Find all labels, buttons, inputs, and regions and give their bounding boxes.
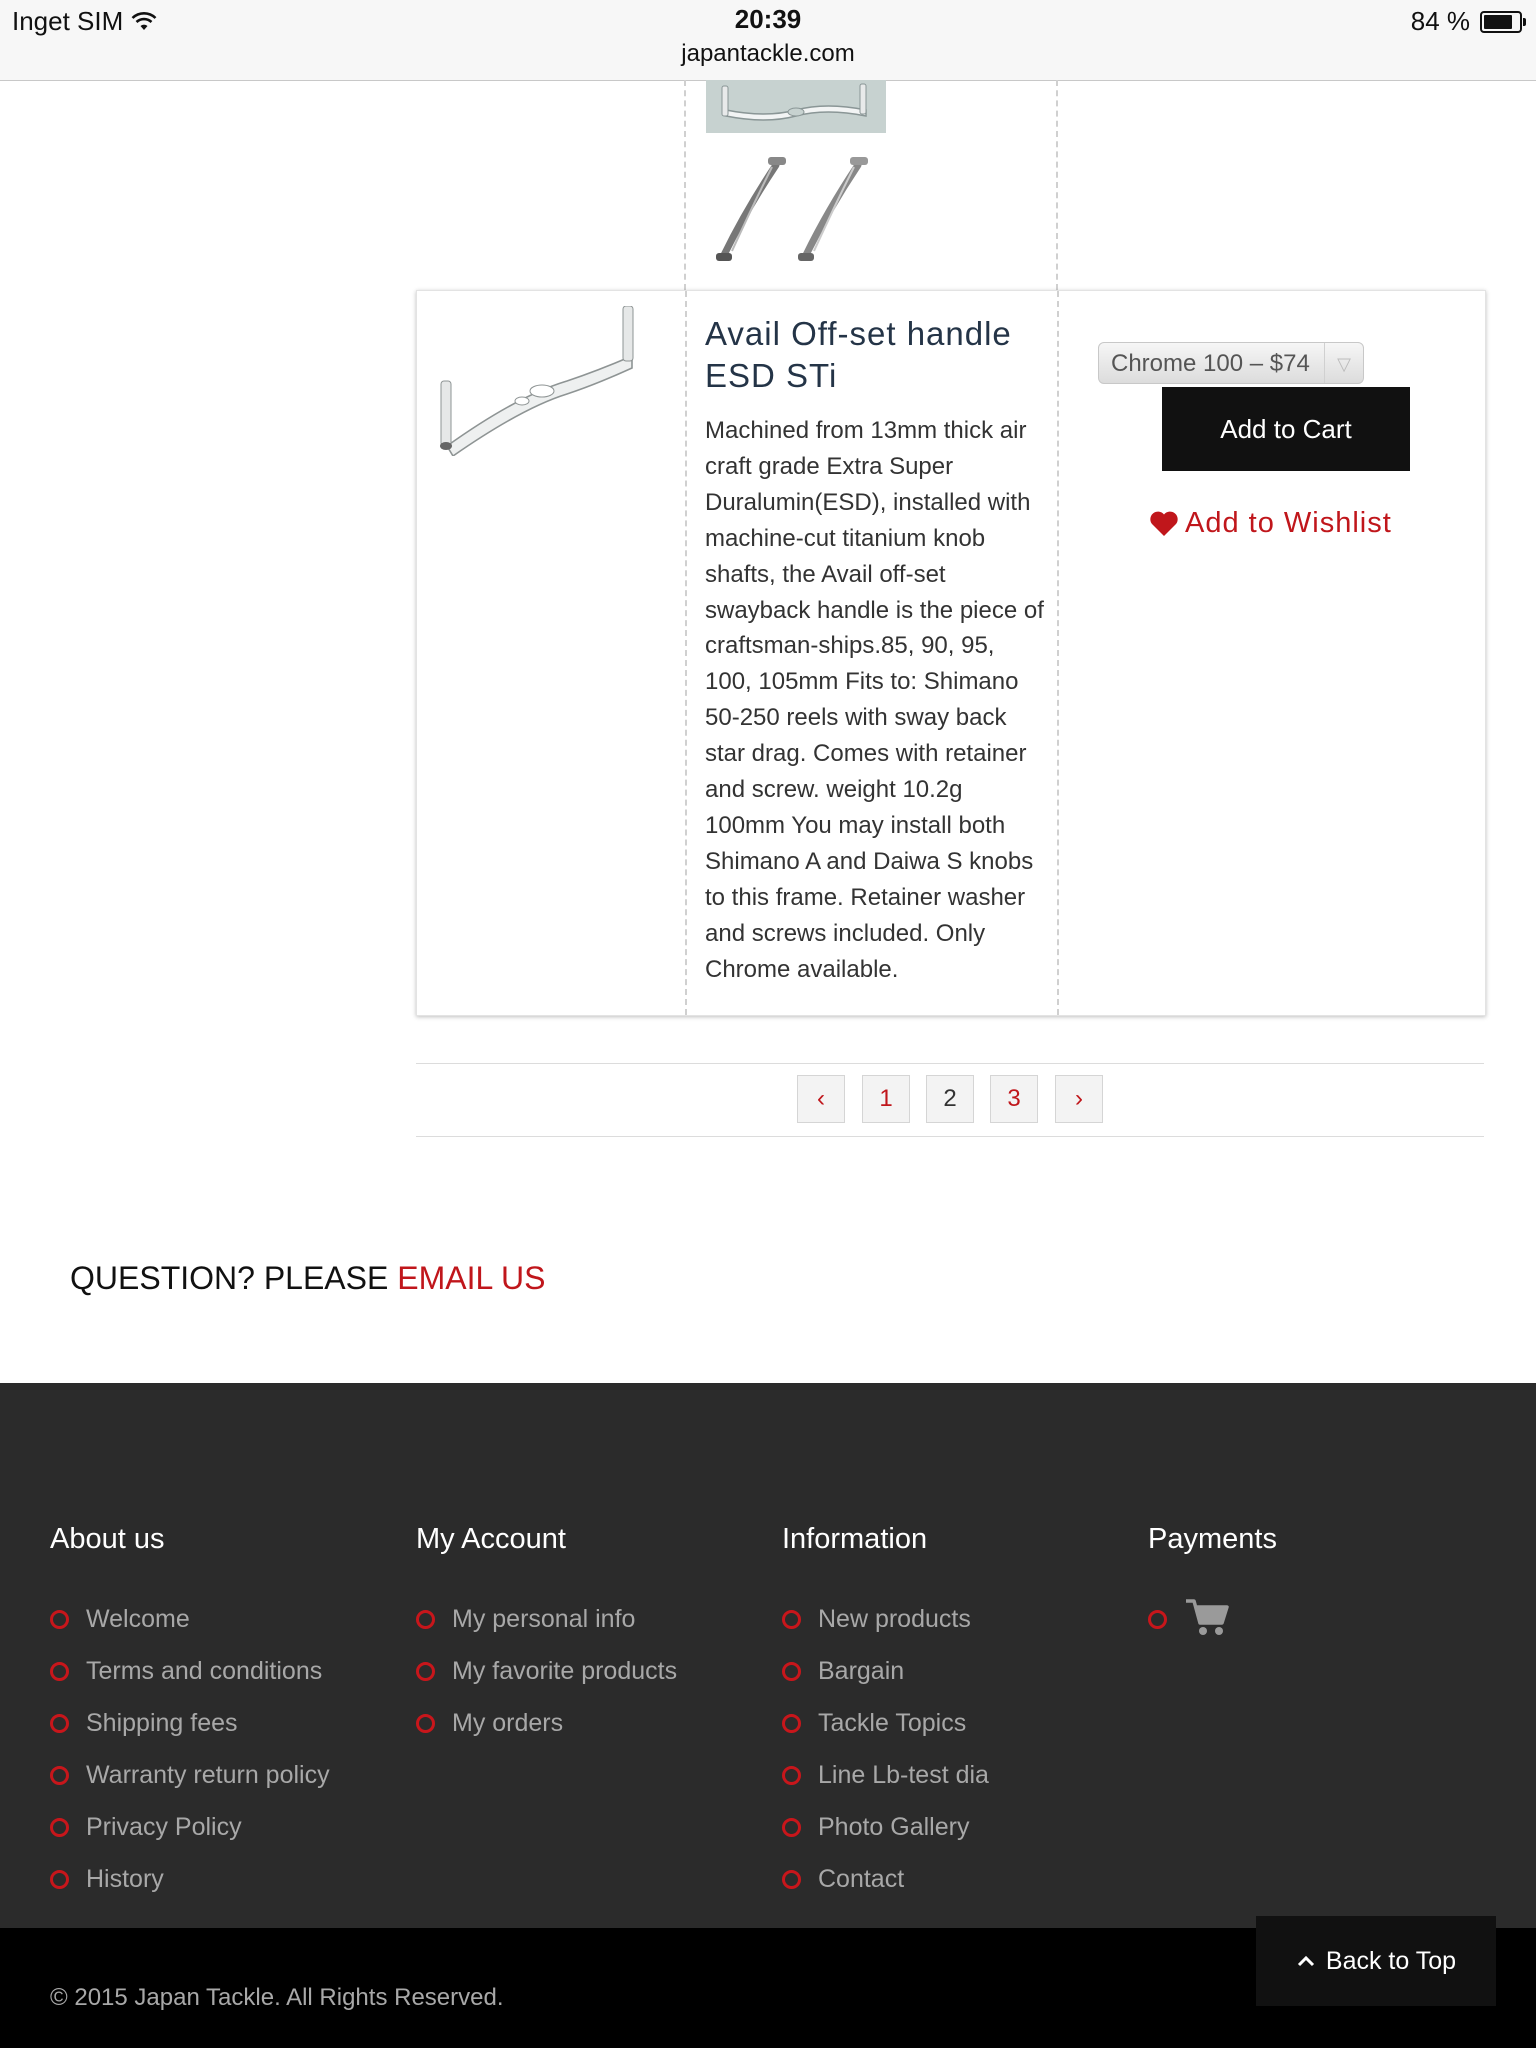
footer-about-column xyxy=(50,1523,330,1917)
circle-bullet-icon xyxy=(782,1870,801,1889)
product-thumbnail[interactable] xyxy=(706,155,876,265)
footer-link-bargain[interactable]: Bargain xyxy=(782,1657,989,1709)
column-divider xyxy=(1057,291,1059,1015)
footer-link-shipping[interactable]: Shipping fees xyxy=(50,1709,330,1761)
add-to-cart-button[interactable]: Add to Cart xyxy=(1162,387,1410,471)
footer xyxy=(0,1383,1536,1928)
footer-heading: About us xyxy=(50,1523,165,1555)
footer-payments-column xyxy=(1148,1523,1277,1657)
circle-bullet-icon xyxy=(782,1662,801,1681)
footer-link-welcome[interactable]: Welcome xyxy=(50,1605,330,1657)
heart-icon xyxy=(1149,510,1179,537)
footer-heading: My Account xyxy=(416,1523,566,1555)
product-row xyxy=(416,290,1486,1016)
product-image[interactable] xyxy=(427,306,637,456)
circle-bullet-icon xyxy=(50,1662,69,1681)
divider xyxy=(416,1063,1484,1064)
back-to-top-label: Back to Top xyxy=(1325,1946,1457,1975)
circle-bullet-icon xyxy=(782,1766,801,1785)
circle-bullet-icon xyxy=(416,1610,435,1629)
footer-link-tackle-topics[interactable]: Tackle Topics xyxy=(782,1709,989,1761)
footer-link-personal-info[interactable]: My personal info xyxy=(416,1605,677,1657)
circle-bullet-icon xyxy=(416,1714,435,1733)
circle-bullet-icon xyxy=(1148,1610,1167,1629)
footer-link-orders[interactable]: My orders xyxy=(416,1709,677,1761)
product-description: Machined from 13mm thick air craft grade Extra Super Duralumin(ESD), installed with machine-cut titanium knob shafts, the Avail off-set swayback handle is the piece of craftsman-ships.85, 90, 95, 100, 105mm Fits to: Shimano 50-250 reels with sway back star drag. Comes with retainer and screw. weight 10.2g 100mm You may install both Shimano A and Daiwa S knobs to this frame. Retainer washer and screws included. Only Chrome available. xyxy=(705,417,1044,983)
variant-selected-value: Chrome 100 – $74 xyxy=(1111,350,1310,377)
circle-bullet-icon xyxy=(50,1818,69,1837)
footer-link-privacy[interactable]: Privacy Policy xyxy=(50,1813,330,1865)
browser-status-bar xyxy=(0,0,1536,81)
address-bar-url[interactable]: japantackle.com xyxy=(681,40,855,67)
clock: 20:39 xyxy=(734,4,802,34)
pagination-prev-button[interactable]: ‹ xyxy=(797,1075,845,1123)
add-to-wishlist-link[interactable] xyxy=(1149,507,1392,540)
footer-link-new-products[interactable]: New products xyxy=(782,1605,989,1657)
column-divider xyxy=(684,80,686,290)
circle-bullet-icon xyxy=(50,1610,69,1629)
email-us-link[interactable]: EMAIL US xyxy=(397,1260,546,1296)
footer-account-column xyxy=(416,1523,677,1761)
battery-icon xyxy=(1480,11,1522,33)
chevron-up-icon xyxy=(1296,1954,1316,1968)
footer-link-line-test[interactable]: Line Lb-test dia xyxy=(782,1761,989,1813)
circle-bullet-icon xyxy=(50,1766,69,1785)
variant-select[interactable] xyxy=(1098,342,1364,384)
footer-heading: Information xyxy=(782,1523,928,1555)
footer-link-favorites[interactable]: My favorite products xyxy=(416,1657,677,1709)
question-text: QUESTION? PLEASE xyxy=(70,1260,389,1296)
column-divider xyxy=(1056,80,1058,290)
question-banner xyxy=(70,1260,545,1297)
circle-bullet-icon xyxy=(50,1714,69,1733)
footer-link-history[interactable]: History xyxy=(50,1865,330,1917)
column-divider xyxy=(685,291,687,1015)
carrier-label: Inget SIM xyxy=(12,6,124,36)
divider xyxy=(416,1136,1484,1137)
back-to-top-button[interactable] xyxy=(1256,1916,1496,2006)
footer-information-column xyxy=(782,1523,989,1917)
circle-bullet-icon xyxy=(782,1610,801,1629)
battery xyxy=(1411,6,1522,37)
circle-bullet-icon xyxy=(782,1714,801,1733)
copyright: © 2015 Japan Tackle. All Rights Reserved. xyxy=(50,1984,504,2011)
footer-link-contact[interactable]: Contact xyxy=(782,1865,989,1917)
pagination-page-3[interactable]: 3 xyxy=(990,1075,1038,1123)
product-title[interactable]: Avail Off-set handle ESD STi xyxy=(705,315,1012,394)
pagination-page-2: 2 xyxy=(926,1075,974,1123)
pagination-next-button[interactable]: › xyxy=(1055,1075,1103,1123)
pagination-page-1[interactable]: 1 xyxy=(862,1075,910,1123)
circle-bullet-icon xyxy=(782,1818,801,1837)
cart-icon xyxy=(1184,1597,1230,1637)
footer-heading: Payments xyxy=(1148,1523,1277,1555)
wishlist-label: Add to Wishlist xyxy=(1185,507,1392,539)
footer-link-terms[interactable]: Terms and conditions xyxy=(50,1657,330,1709)
footer-link-warranty[interactable]: Warranty return policy xyxy=(50,1761,330,1813)
battery-percent: 84 % xyxy=(1410,6,1470,36)
circle-bullet-icon xyxy=(416,1662,435,1681)
footer-payment-item[interactable] xyxy=(1148,1605,1277,1657)
product-thumbnail[interactable] xyxy=(706,80,886,133)
chevron-down-icon: ▽ xyxy=(1324,343,1363,383)
circle-bullet-icon xyxy=(50,1870,69,1889)
footer-bottom-bar xyxy=(0,1928,1536,2048)
footer-link-photo-gallery[interactable]: Photo Gallery xyxy=(782,1813,989,1865)
